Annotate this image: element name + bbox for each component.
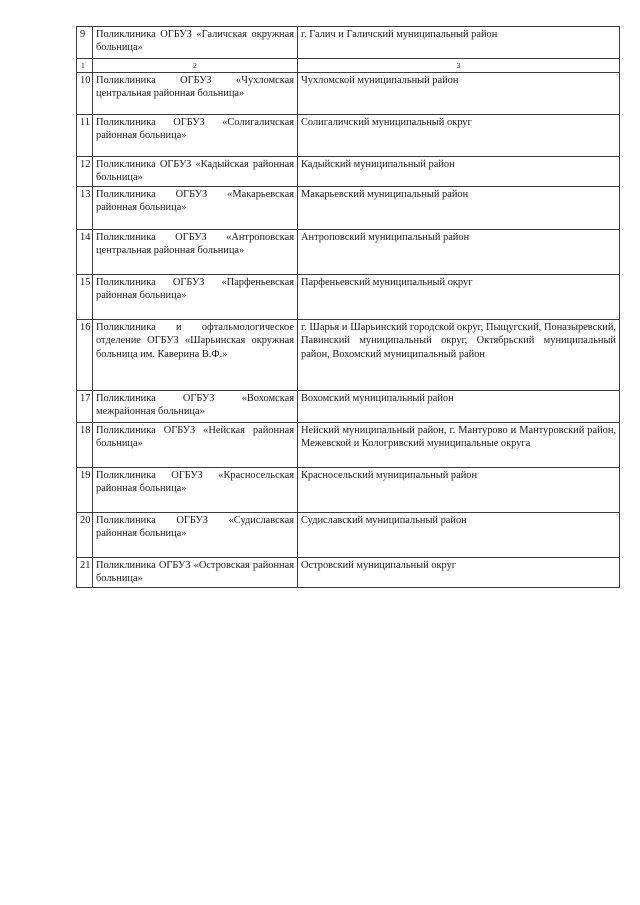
table-row [77,423,620,468]
table-row [77,230,620,275]
row-number: 21 [77,558,93,588]
polyclinic-name: Поликлиника ОГБУЗ «Островская районная больница» [93,558,298,588]
table-row [77,27,620,59]
row-number: 9 [77,27,93,59]
service-area: г. Галич и Галичский муниципальный район [298,27,620,59]
table-row [77,157,620,187]
polyclinic-name: Поликлиника ОГБУЗ «Галичская окружная больница» [93,27,298,59]
service-area: Судиславский муниципальный район [298,513,620,558]
row-number: 16 [77,320,93,391]
column-number-3: 3 [298,59,620,73]
polyclinic-name: Поликлиника ОГБУЗ «Солигаличская районная больница» [93,115,298,157]
polyclinic-name: Поликлиника ОГБУЗ «Судиславская районная больница» [93,513,298,558]
service-area: Макарьевский муниципальный район [298,187,620,230]
row-number: 11 [77,115,93,157]
table-row [77,558,620,588]
polyclinic-name: Поликлиника ОГБУЗ «Кадыйская районная больница» [93,157,298,187]
row-number: 18 [77,423,93,468]
polyclinic-name: Поликлиника ОГБУЗ «Макарьевская районная больница» [93,187,298,230]
row-number: 15 [77,275,93,320]
polyclinic-name: Поликлиника ОГБУЗ «Нейская районная больница» [93,423,298,468]
service-area: Антроповский муниципальный район [298,230,620,275]
row-number: 13 [77,187,93,230]
polyclinic-name: Поликлиника ОГБУЗ «Антроповская центральная районная больница» [93,230,298,275]
service-area: Солигаличский муниципальный округ [298,115,620,157]
row-number: 20 [77,513,93,558]
polyclinic-name: Поликлиника ОГБУЗ «Вохомская межрайонная больница» [93,391,298,423]
column-number-1: 1 [77,59,93,73]
column-numbers-row [77,59,620,73]
polyclinic-name: Поликлиника и офтальмологическое отделение ОГБУЗ «Шарьинская окружная больница им. Каверина В.Ф.» [93,320,298,391]
service-area: Нейский муниципальный район, г. Мантурово и Мантуровский район, Межевской и Кологривский муниципальные округа [298,423,620,468]
table-row [77,391,620,423]
service-area: Чухломской муниципальный район [298,73,620,115]
service-area: Вохомский муниципальный район [298,391,620,423]
table-row [77,115,620,157]
service-area: Красносельский муниципальный район [298,468,620,513]
service-area: Парфеньевский муниципальный округ [298,275,620,320]
row-number: 17 [77,391,93,423]
polyclinic-table [76,26,620,588]
row-number: 10 [77,73,93,115]
service-area: Кадыйский муниципальный район [298,157,620,187]
table-row [77,275,620,320]
polyclinic-name: Поликлиника ОГБУЗ «Чухломская центральная районная больница» [93,73,298,115]
polyclinic-name: Поликлиника ОГБУЗ «Парфеньевская районная больница» [93,275,298,320]
table-row [77,513,620,558]
row-number: 12 [77,157,93,187]
polyclinic-name: Поликлиника ОГБУЗ «Красносельская районная больница» [93,468,298,513]
table-row [77,320,620,391]
row-number: 14 [77,230,93,275]
service-area: Островский муниципальный округ [298,558,620,588]
table-row [77,468,620,513]
table-row [77,187,620,230]
table-row [77,73,620,115]
column-number-2: 2 [93,59,298,73]
row-number: 19 [77,468,93,513]
service-area: г. Шарья и Шарьинский городской округ, Пыщугский, Поназыревский, Павинский муниципальный округ, Октябрьский муниципальный район, Вохомский муниципальный район [298,320,620,391]
